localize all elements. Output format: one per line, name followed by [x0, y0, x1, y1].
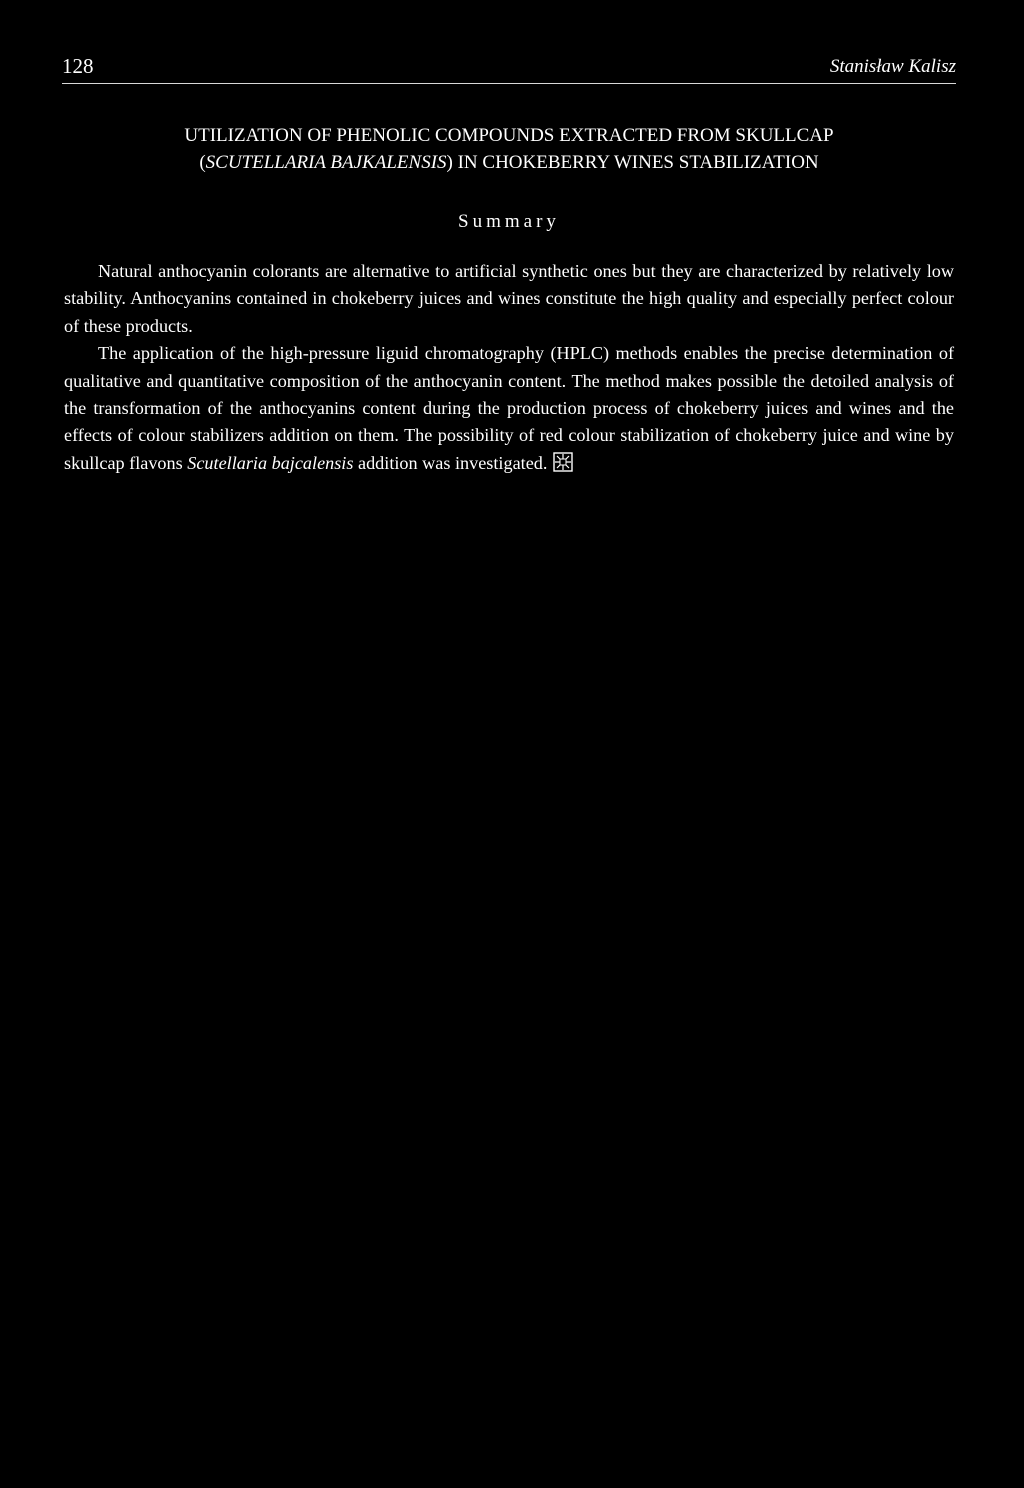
title-species-name: SCUTELLARIA BAJKALENSIS: [205, 152, 447, 173]
summary-paragraph-2: [64, 340, 954, 477]
summary-paragraph-2-text: The application of the high-pressure liguid chromatography (HPLC) methods enables the precise determination of qualitative and quantitative composition of the anthocyanin content. The method makes possible the detoiled analysis of the transformation of the anthocyanins content during the production process of chokeberry juices and wines and the effects of colour stabilizers addition on them. The possibility of red colour stabilization of chokeberry juice and wine by skullcap flavons: [64, 343, 954, 473]
article-title: [62, 122, 956, 176]
title-line-1: UTILIZATION OF PHENOLIC COMPOUNDS EXTRACTED FROM SKULLCAP: [184, 125, 834, 146]
running-header: [62, 52, 956, 86]
running-header-author: Stanisław Kalisz: [829, 56, 956, 77]
summary-heading: Summary: [458, 211, 560, 232]
header-rule: [62, 83, 956, 84]
end-of-article-mark-icon: [553, 452, 573, 472]
title-line-2: [62, 149, 956, 176]
summary-paragraph-1: Natural anthocyanin colorants are alternative to artificial synthetic ones but they are characterized by relatively low stability. Anthocyanins contained in chokeberry juices and wines constitute the high quality and especially perfect colour of these products.: [64, 261, 954, 336]
title-line-2-rest: ) IN CHOKEBERRY WINES STABILIZATION: [446, 152, 819, 173]
page-number: 128: [62, 54, 94, 78]
summary-body: [64, 258, 954, 477]
title-open-paren: (: [199, 152, 206, 173]
summary-paragraph-2-end: addition was investigated.: [353, 452, 548, 473]
species-name-italic: Scutellaria bajcalensis: [187, 452, 354, 473]
